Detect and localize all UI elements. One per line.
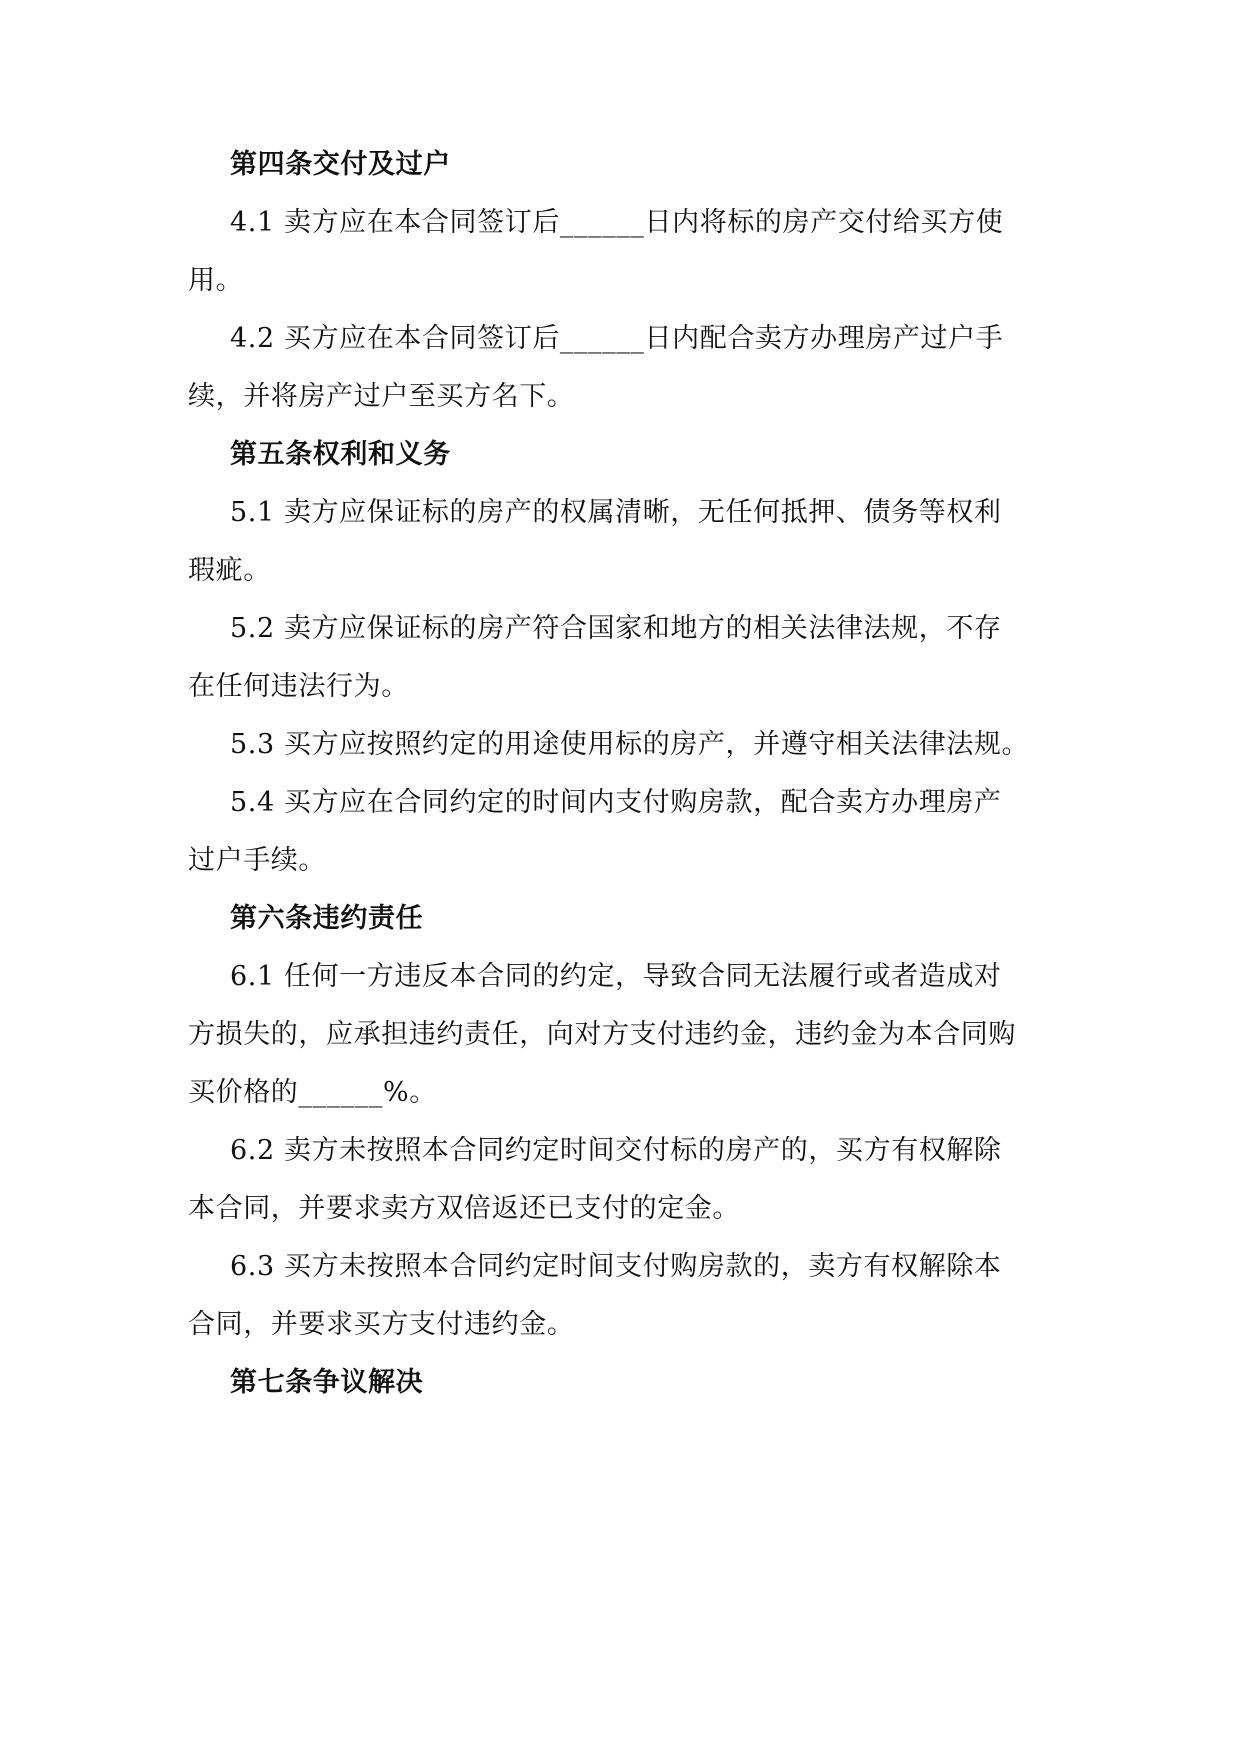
clause-6-2-line-1: 6.2 卖方未按照本合同约定时间交付标的房产的，买方有权解除 <box>230 1135 1002 1166</box>
clause-6-1-line-3: 买价格的______%。 <box>188 1077 437 1108</box>
clause-5-1-line-1: 5.1 卖方应保证标的房产的权属清晰，无任何抵押、债务等权利 <box>230 497 1002 528</box>
article-6-heading: 第六条违约责任 <box>230 903 424 934</box>
clause-4-2-line-2: 续，并将房产过户至买方名下。 <box>188 381 575 412</box>
clause-4-1-line-1: 4.1 卖方应在本合同签订后______日内将标的房产交付给买方使 <box>230 207 1004 238</box>
article-4-heading: 第四条交付及过户 <box>230 149 451 180</box>
document-page <box>188 0 1058 1754</box>
article-7-heading: 第七条争议解决 <box>230 1367 424 1398</box>
clause-5-2-line-1: 5.2 卖方应保证标的房产符合国家和地方的相关法律法规，不存 <box>230 613 1002 644</box>
clause-5-1-line-2: 瑕疵。 <box>188 555 271 586</box>
clause-6-3-line-1: 6.3 买方未按照本合同约定时间支付购房款的，卖方有权解除本 <box>230 1251 1002 1282</box>
clause-6-1-line-2: 方损失的，应承担违约责任，向对方支付违约金，违约金为本合同购 <box>188 1019 1016 1050</box>
clause-6-3-line-2: 合同，并要求买方支付违约金。 <box>188 1309 575 1340</box>
clause-6-2-line-2: 本合同，并要求卖方双倍返还已支付的定金。 <box>188 1193 740 1224</box>
clause-5-2-line-2: 在任何违法行为。 <box>188 671 409 702</box>
clause-6-1-line-1: 6.1 任何一方违反本合同的约定，导致合同无法履行或者造成对 <box>230 961 1002 992</box>
article-5-heading: 第五条权利和义务 <box>230 439 451 470</box>
clause-5-4-line-1: 5.4 买方应在合同约定的时间内支付购房款，配合卖方办理房产 <box>230 787 1002 818</box>
clause-4-1-line-2: 用。 <box>188 265 244 296</box>
clause-5-3-line-1: 5.3 买方应按照约定的用途使用标的房产，并遵守相关法律法规。 <box>230 729 1030 760</box>
clause-4-2-line-1: 4.2 买方应在本合同签订后______日内配合卖方办理房产过户手 <box>230 323 1004 354</box>
clause-5-4-line-2: 过户手续。 <box>188 845 326 876</box>
